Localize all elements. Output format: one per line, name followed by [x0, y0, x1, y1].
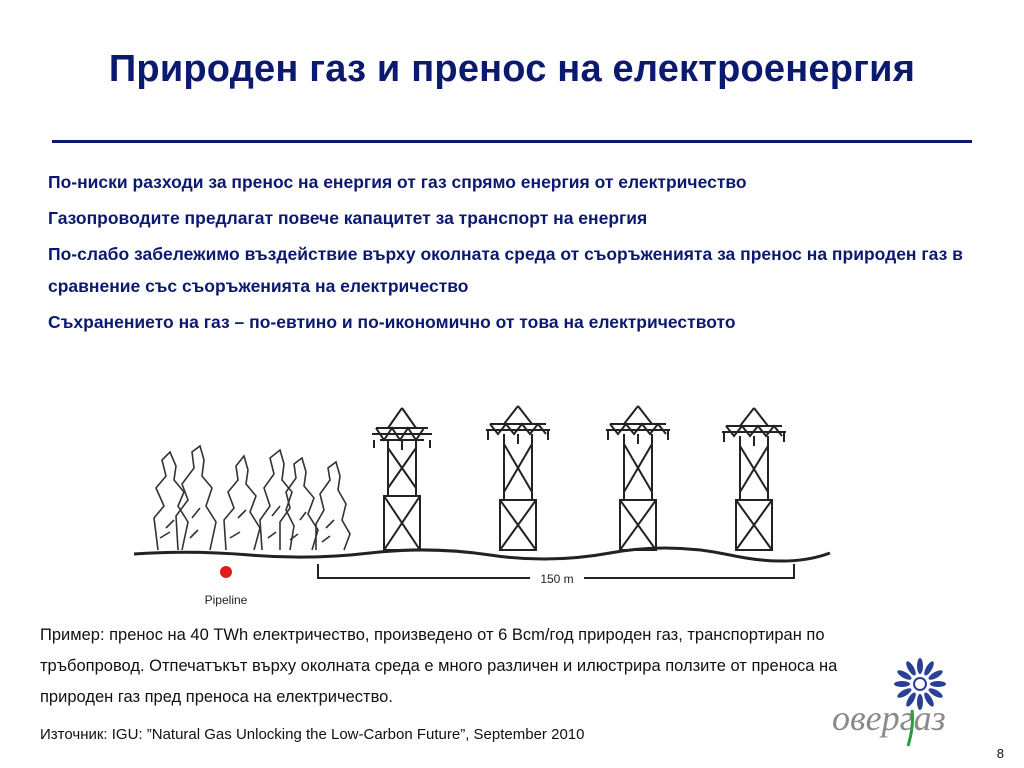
- page-number: 8: [996, 746, 1004, 761]
- source-citation: Източник: IGU: ”Natural Gas Unlocking the Low-Carbon Future”, September 2010: [40, 726, 585, 743]
- title-underline: [52, 140, 972, 143]
- transmission-vs-pipeline-drawing: [130, 388, 840, 616]
- example-paragraph: Пример: пренос на 40 TWh електричество, произведено от 6 Bcm/год природен газ, транспортиран по тръбопровод. Отпечатъкът върху околната среда е много различен и илюстрира ползите от преноса на природен газ пред преноса на електричество.: [40, 626, 838, 706]
- bullet-item: Газопроводите предлагат повече капацитет за транспорт на енергия: [48, 208, 648, 228]
- pylons-drawing: [372, 406, 786, 550]
- width-dimension-label: 150 m: [540, 572, 574, 586]
- transmission-illustration: [130, 388, 840, 621]
- bullet-item: Съхранението на газ – по-евтино и по-икономично от това на електричеството: [48, 312, 736, 332]
- bullet-list: [48, 166, 998, 342]
- overgaz-logo: [828, 650, 1008, 755]
- logo-wordmark: овергаз: [832, 698, 946, 738]
- pipeline-label: Pipeline: [204, 593, 248, 607]
- trees-drawing: [154, 446, 350, 550]
- overgaz-logo-graphic: [828, 650, 1008, 750]
- bullet-item: По-слабо забележимо въздействие върху околната среда от съоръженията за пренос на природен газ в сравнение със съоръженията на електричество: [48, 244, 963, 296]
- pipeline-dot: [220, 566, 232, 578]
- bullet-item: По-ниски разходи за пренос на енергия от газ спрямо енергия от електричество: [48, 172, 747, 192]
- slide-title: Природен газ и пренос на електроенергия: [108, 48, 916, 90]
